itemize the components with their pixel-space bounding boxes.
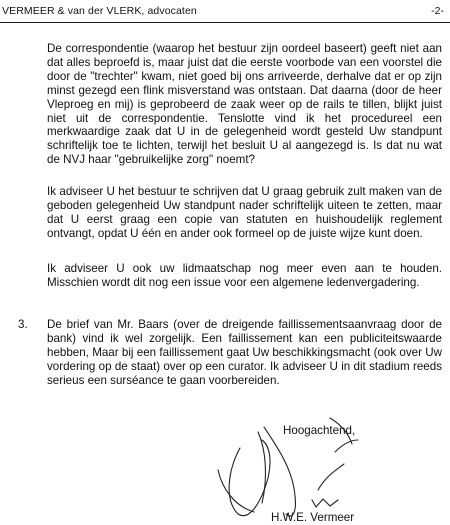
closing-greeting: Hoogachtend, <box>283 424 356 437</box>
page-number: -2- <box>431 5 444 17</box>
header-divider <box>0 22 450 23</box>
item-number: 3. <box>18 318 28 331</box>
paragraph-bankruptcy: De brief van Mr. Baars (over de dreigende faillissementsaanvraag door de bank) vind ik wel zorgelijk. Een faillissement kan een publiciteitswaarde hebben, Maar bij een faillissement gaat Uw beschikkingsmacht (ook over Uw vordering op de staat) over op een curator. Ik adviseer U in dit stadium reeds serieus een surséance te gaan voorbereiden. <box>47 318 442 387</box>
paragraph-membership: Ik adviseer U ook uw lidmaatschap nog meer even aan te houden. Misschien wordt dit nog een issue voor een algemene ledenvergadering. <box>47 262 442 289</box>
signer-name: H.W.E. Vermeer <box>271 511 355 524</box>
paragraph-advice-board: Ik adviseer U het bestuur te schrijven dat U graag gebruik zult maken van de geboden gelegenheid Uw standpunt nader schriftelijk uiteen te zetten, maar dat U eerst graag een copie van statuten en huishoudelijk reglement ontvangt, opdat U één en ander ook formeel op de juiste wijze kunt doen. <box>47 185 442 240</box>
firm-name: VERMEER & van der VLERK, advocaten <box>2 5 197 17</box>
paragraph-correspondence: De correspondentie (waarop het bestuur zijn oordeel baseert) geeft niet aan dat alles beproefd is, maar juist dat die eerste voorbode van een voorstel die door de "trechter" kwam, niet goed bij ons arriveerde, derhalve dat er op zijn minst gezegd een flink misverstand was ontstaan. Dat daarna (door de heer Vleproeg en mij) is geprobeerd de zaak weer op de rails te tillen, blijkt juist niet uit de correspondentie. Tenslotte vind ik het procedureel een merkwaardige zaak dat U in de gelegenheid wordt gesteld Uw standpunt schriftelijk toe te lichten, terwijl het besluit U al aangezegd is. Is dat nu wat de NVJ haar "gebruikelijke zorg" noemt? <box>47 42 442 167</box>
letterhead <box>0 0 450 22</box>
